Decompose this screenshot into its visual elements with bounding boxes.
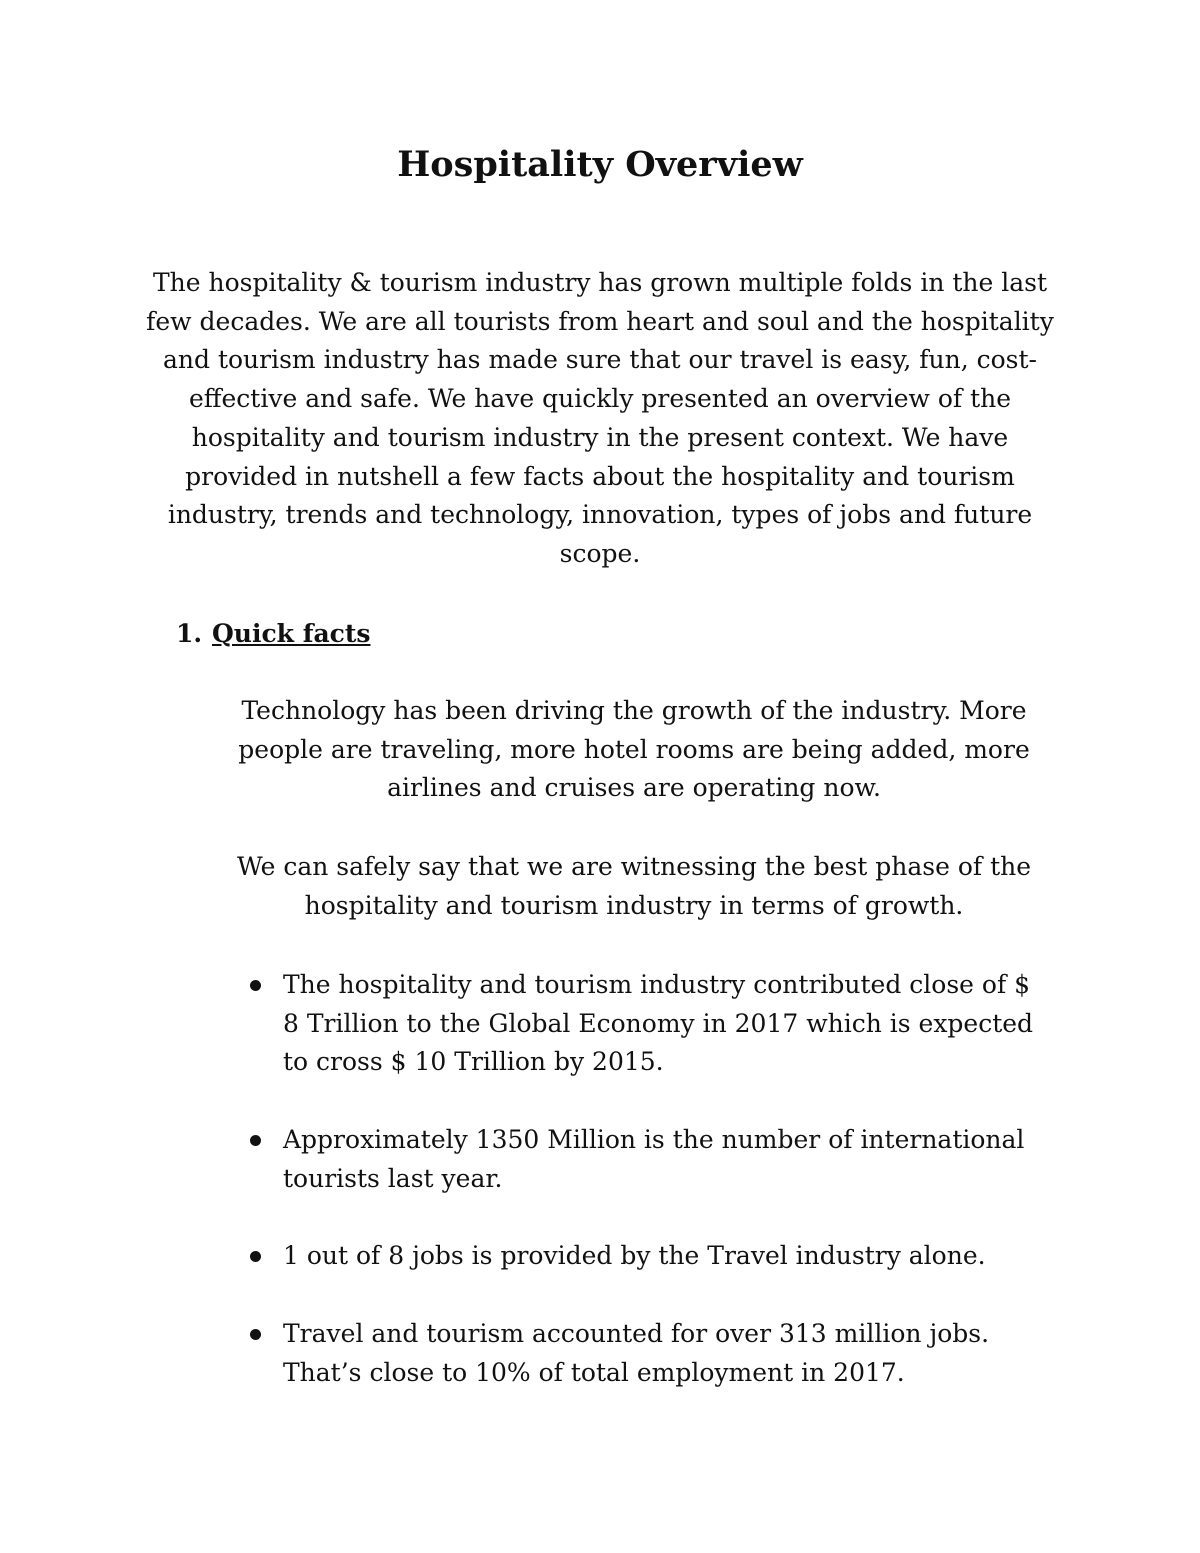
page-title: Hospitality Overview: [397, 144, 803, 185]
list-item-text: Approximately 1350 Million is the number of international tourists last year.: [283, 1125, 1025, 1193]
section-number: 1.: [176, 619, 203, 648]
bullet-icon: [250, 1329, 261, 1340]
bullet-icon: [250, 1135, 261, 1146]
list-item-text: 1 out of 8 jobs is provided by the Travel industry alone.: [283, 1241, 986, 1270]
section-title: Quick facts: [212, 619, 371, 648]
section-paragraph: We can safely say that we are witnessing the best phase of the hospitality and tourism industry in terms of growth.: [236, 852, 1032, 920]
list-item-text: The hospitality and tourism industry contributed close of $ 8 Trillion to the Global Economy in 2017 which is expected to cross $ 10 Trillion by 2015.: [283, 970, 1034, 1077]
section-paragraph: Technology has been driving the growth of the industry. More people are traveling, more hotel rooms are being added, more airlines and cruises are operating now.: [238, 696, 1030, 803]
intro-paragraph: The hospitality & tourism industry has grown multiple folds in the last few decades. We are all tourists from heart and soul and the hospitality and tourism industry has made sure that our travel is easy, fun, cost-effective and safe. We have quickly presented an overview of the hospitality and tourism industry in the present context. We have provided in nutshell a few facts about the hospitality and tourism industry, trends and technology, innovation, types of jobs and future scope.: [146, 268, 1054, 568]
list-item-text: Travel and tourism accounted for over 313 million jobs. That’s close to 10% of total employment in 2017.: [283, 1319, 990, 1387]
section-heading: [176, 614, 371, 654]
bullet-icon: [250, 980, 261, 991]
bullet-icon: [250, 1251, 261, 1262]
